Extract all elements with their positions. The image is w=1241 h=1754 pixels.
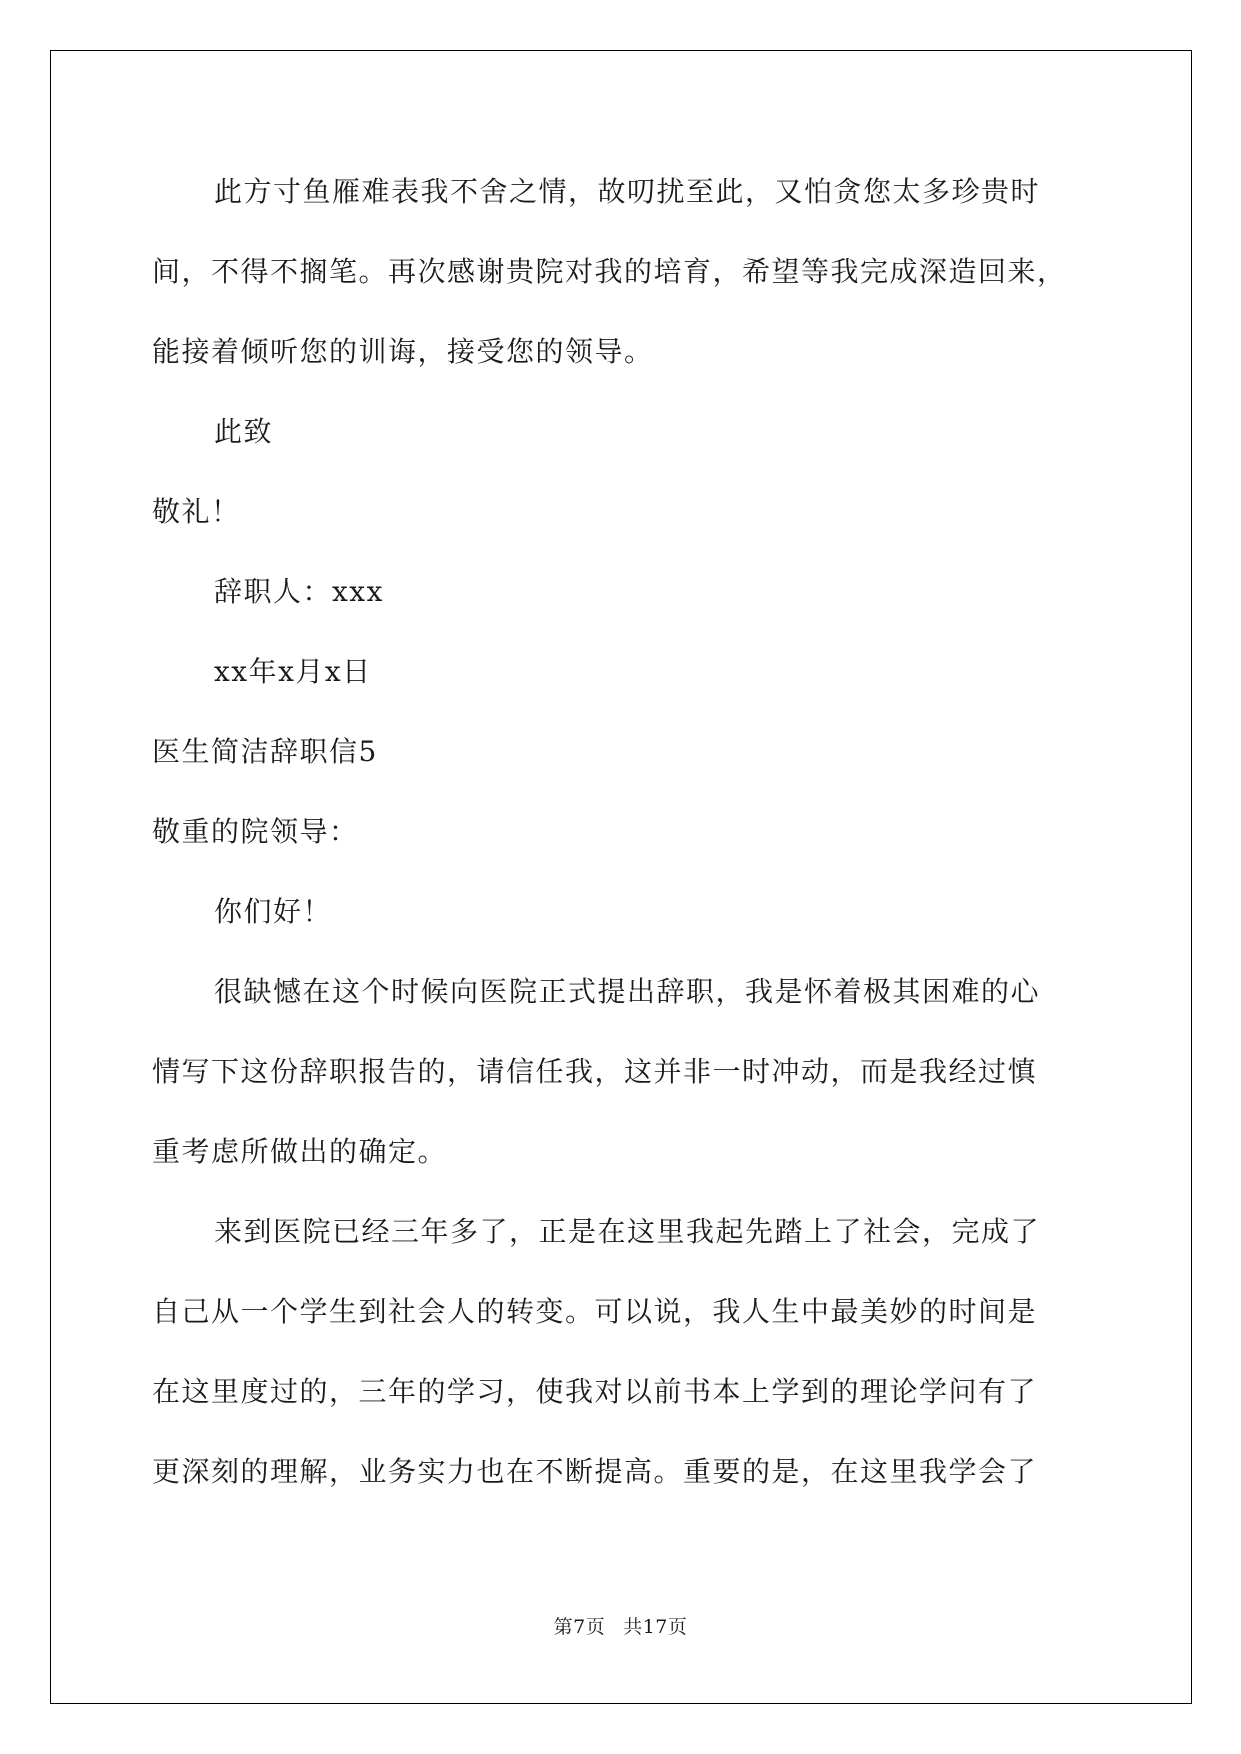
page-number: 第7页 (553, 1616, 606, 1638)
paragraph-line: 更深刻的理解，业务实力也在不断提高。重要的是，在这里我学会了 (152, 1455, 1038, 1488)
paragraph-line: 很缺憾在这个时候向医院正式提出辞职，我是怀着极其困难的心 (214, 975, 1041, 1008)
greeting: 你们好！ (214, 895, 333, 928)
paragraph-line: 能接着倾听您的训诲，接受您的领导。 (152, 335, 654, 368)
date-line: xx年x月x日 (214, 655, 372, 688)
paragraph-line: 间，不得不搁笔。再次感谢贵院对我的培育，希望等我完成深造回来， (152, 255, 1067, 288)
signature-line: 辞职人：xxx (214, 575, 384, 608)
greeting-recipient: 敬重的院领导： (152, 815, 359, 848)
paragraph-line: 重考虑所做出的确定。 (152, 1135, 448, 1168)
paragraph-line: 情写下这份辞职报告的，请信任我，这并非一时冲动，而是我经过慎 (152, 1055, 1038, 1088)
closing-phrase: 此致 (214, 415, 274, 448)
paragraph-line: 在这里度过的，三年的学习，使我对以前书本上学到的理论学问有了 (152, 1375, 1038, 1408)
paragraph-line: 自己从一个学生到社会人的转变。可以说，我人生中最美妙的时间是 (152, 1295, 1038, 1328)
salutation-closing: 敬礼！ (152, 495, 241, 528)
paragraph-line: 来到医院已经三年多了，正是在这里我起先踏上了社会，完成了 (214, 1215, 1041, 1248)
section-title: 医生简洁辞职信5 (152, 735, 378, 768)
page-total: 共17页 (623, 1616, 688, 1638)
page-footer (0, 1612, 1241, 1639)
paragraph-line: 此方寸鱼雁难表我不舍之情，故叨扰至此，又怕贪您太多珍贵时 (214, 175, 1041, 208)
